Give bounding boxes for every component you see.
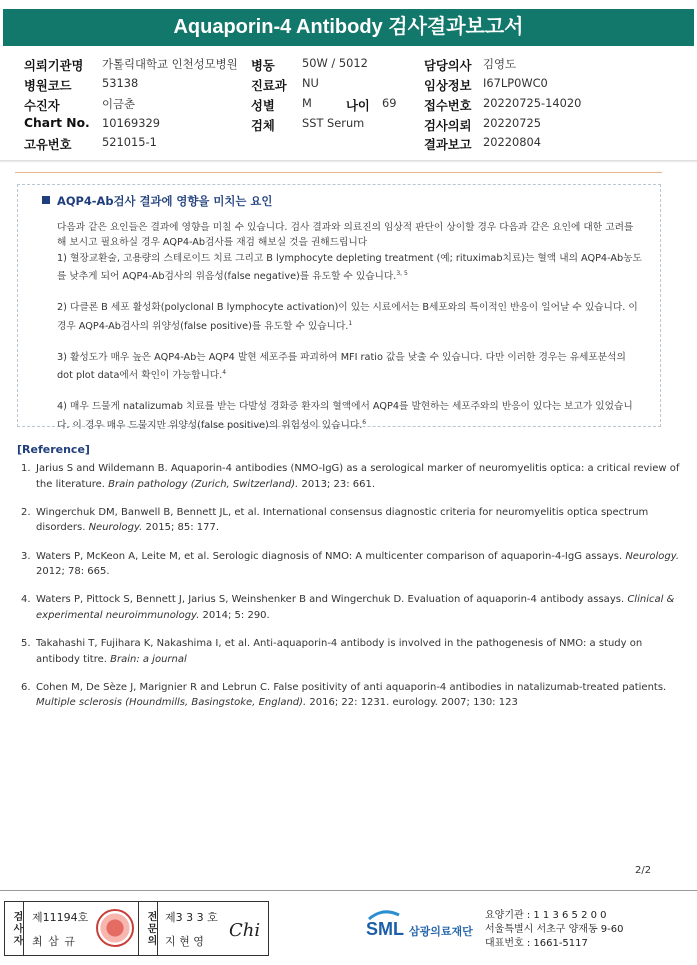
- hospital-code: 53138: [102, 76, 139, 90]
- unique-no: 521015-1: [102, 135, 157, 149]
- request-label: 검사의뢰: [424, 119, 472, 133]
- factors-body: [57, 220, 642, 449]
- request-date: 20220725: [483, 116, 541, 130]
- clinical-label: 임상정보: [424, 79, 472, 93]
- doctor-label: 담당의사: [424, 59, 472, 73]
- factor-paragraph: [57, 350, 642, 384]
- patient-info: [0, 54, 697, 154]
- age: 69: [382, 96, 397, 110]
- dept: NU: [302, 76, 319, 90]
- reference-item: [21, 592, 681, 623]
- address: 서울특별시 서초구 양재동 9-60: [485, 924, 624, 935]
- ref-journal: Neurology.: [625, 550, 680, 562]
- ref-journal: Clinical & experimental neuroimmunology.: [36, 594, 675, 621]
- receipt-label: 접수번호: [424, 99, 472, 113]
- factors-intro: [57, 220, 642, 285]
- phone: 대표번호 : 1661-5117: [485, 938, 588, 949]
- ref-text: Cohen M, De Sèze J, Marignier R and Lebrun C. False positivity of anti aquaporin-4 antibodies in natalizumab-treated patients.: [36, 681, 667, 693]
- chart-no: 10169329: [102, 116, 160, 130]
- specimen-label: 검체: [251, 119, 275, 133]
- clinical-info: I67LP0WC0: [483, 76, 548, 90]
- factors-heading: [42, 193, 272, 209]
- ref-num: 5.: [21, 638, 31, 650]
- footer-address: [485, 909, 624, 951]
- reference-item: [21, 680, 681, 711]
- ref-num: 3.: [21, 550, 31, 562]
- signature-box: [4, 901, 269, 956]
- reviewer-name: 지 현 영: [165, 935, 204, 948]
- sex-label: 성별: [251, 99, 275, 113]
- reference-list: [21, 461, 681, 724]
- sex: M: [302, 96, 312, 110]
- ward-label: 병동: [251, 59, 275, 73]
- ref-tail: 2013; 23: 661.: [298, 478, 376, 490]
- page-number: 2/2: [635, 865, 652, 876]
- ref-text: Jarius S and Wildemann B. Aquaporin-4 antibodies (NMO-IgG) as a serological marker of neuromyelitis optica: a critical review of the literature.: [36, 463, 680, 490]
- reference-item: [21, 636, 681, 667]
- ref-journal: Brain pathology (Zurich, Switzerland).: [108, 478, 299, 490]
- report-label: 결과보고: [424, 138, 472, 152]
- examiner-label: 검사자: [5, 902, 24, 955]
- chart-label: Chart No.: [24, 116, 90, 130]
- ref-text: Wingerchuk DM, Banwell B, Bennett JL, et al. International consensus diagnostic criteria for neuromyelitis optica spectrum disorders.: [36, 506, 649, 534]
- dept-label: 진료과: [251, 79, 287, 93]
- logo-text: SML: [366, 919, 404, 939]
- ward: 50W / 5012: [302, 56, 368, 70]
- ref-tail: 2014; 5: 290.: [199, 609, 270, 621]
- ref-tail: 2015; 85: 177.: [142, 522, 220, 534]
- ref-journal: Neurology.: [88, 522, 143, 534]
- divider: [0, 890, 697, 891]
- factor-3-ref: 4: [222, 369, 227, 377]
- unique-label: 고유번호: [24, 138, 72, 152]
- org-name: 삼광의료재단: [409, 925, 473, 938]
- factor-3: 3) 활성도가 매우 높은 AQP4-Ab는 AQP4 발현 세포주를 파괴하여 MFI ratio 값을 낮출 수 있습니다. 다만 이러한 경우는 유세포분석의 dot plot data에서 확인이 가능합니다.: [57, 351, 626, 382]
- doctor: 김영도: [483, 57, 517, 71]
- divider: [0, 160, 697, 163]
- ref-tail: 2016; 22: 1231. eurology. 2007; 130: 123: [306, 697, 518, 709]
- reviewer-label: 전문의: [138, 902, 158, 955]
- ref-num: 1.: [21, 463, 31, 474]
- ref-text: Takahashi T, Fujihara K, Nakashima I, et al. Anti-aquaporin-4 antibody is involved in the pathogenesis of NMO: a study on antibody titre.: [36, 638, 643, 665]
- factor-4: 4) 매우 드물게 natalizumab 치료를 받는 다발성 경화증 환자의 혈액에서 AQP4를 발현하는 세포주와의 반응이 있다는 보고가 있었습니다. 이 경우 매우 드물지만 위양성(false positive)의 위험성이 있습니다.: [57, 401, 633, 431]
- ref-num: 6.: [21, 681, 31, 693]
- factor-4-ref: 6: [362, 418, 367, 426]
- patient-name: 이금춘: [102, 97, 136, 111]
- intro-text: 다음과 같은 요인들은 결과에 영향을 미칠 수 있습니다. 검사 결과와 의료진의 임상적 판단이 상이할 경우 다음과 같은 요인에 대한 고려를 해 보시고 필요하실 경우 AQP4-Ab검사를 재검 해보실 것을 권해드립니다: [57, 222, 634, 249]
- report-title: Aquaporin-4 Antibody 검사결과보고서: [3, 9, 694, 46]
- ref-journal: Multiple sclerosis (Houndmills, Basingstoke, England).: [36, 697, 307, 709]
- divider: [15, 172, 662, 173]
- examiner-license: 제11194호: [32, 911, 89, 924]
- factor-paragraph: [57, 300, 642, 334]
- hospital-code-label: 병원코드: [24, 79, 72, 93]
- specimen: SST Serum: [302, 116, 365, 130]
- reference-item: [21, 461, 681, 492]
- examiner-name: 최 삼 규: [32, 935, 76, 948]
- reference-heading: [Reference]: [17, 443, 90, 456]
- ref-text: Waters P, Pittock S, Bennett J, Jarius S, Weinshenker B and Wingerchuk D. Evaluation of aquaporin-4 antibody assays.: [36, 594, 628, 606]
- ref-tail: 2012; 78: 665.: [36, 566, 110, 578]
- ref-journal: Brain: a journal: [110, 653, 187, 665]
- age-label: 나이: [346, 99, 370, 113]
- reviewer-license: 제3 3 3 호: [165, 911, 218, 924]
- square-bullet-icon: [42, 196, 50, 204]
- requesting-org-label: 의뢰기관명: [24, 59, 84, 73]
- factors-heading-text: AQP4-Ab검사 결과에 영향을 미치는 요인: [57, 194, 273, 208]
- receipt-no: 20220725-14020: [483, 96, 582, 110]
- sml-logo: [365, 907, 480, 951]
- report-date: 20220804: [483, 135, 541, 149]
- reference-item: [21, 549, 681, 580]
- factor-2: 2) 다클론 B 세포 활성화(polyclonal B lymphocyte activation)이 있는 시료에서는 B세포와의 특이적인 반응이 일어날 수 있습니다. 이 경우 AQP4-Ab검사의 위양성(false positive)를 유도할 수 있습니다.: [57, 302, 638, 332]
- ref-num: 2.: [21, 506, 31, 518]
- factor-2-ref: 1: [348, 319, 353, 327]
- reference-item: [21, 505, 681, 536]
- ref-num: 4.: [21, 594, 31, 606]
- institution-code: 요양기관 : 1 1 3 6 5 2 0 0: [485, 910, 607, 921]
- ref-text: Waters P, McKeon A, Leite M, et al. Serologic diagnosis of NMO: A multicenter comparison of aquaporin-4-IgG assays.: [36, 550, 626, 562]
- factor-paragraph: [57, 399, 642, 433]
- requesting-org: 가톨릭대학교 인천성모병원: [102, 57, 238, 71]
- reviewer-signature: Chi: [229, 920, 261, 941]
- factor-1: 1) 혈장교환술, 고용량의 스테로이드 치료 그리고 B lymphocyte depleting treatment (예; rituximab치료)는 혈액 내의 AQP4-Ab농도를 낮추게 되어 AQP4-Ab검사의 위음성(false negative)를 유도할 수 있습니다.: [57, 252, 642, 283]
- factor-1-ref: 3, 5: [396, 270, 408, 278]
- seal-stamp-icon: [96, 909, 134, 947]
- patient-label: 수진자: [24, 99, 60, 113]
